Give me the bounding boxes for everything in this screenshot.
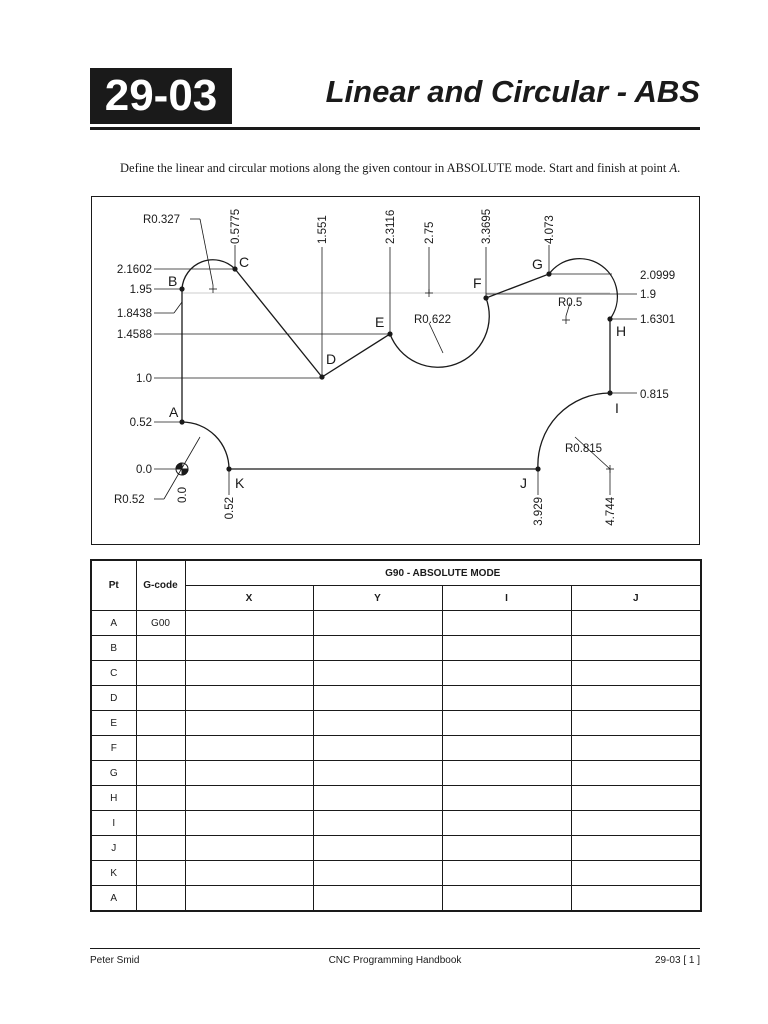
point-labels: [168, 254, 626, 491]
cell-pt: I: [91, 811, 136, 836]
arc-centers: [209, 285, 614, 473]
point-label-f: F: [473, 275, 482, 291]
header-j: J: [571, 586, 701, 611]
table-row: [91, 811, 701, 836]
cell-x[interactable]: [185, 761, 313, 786]
radius-r0.5: R0.5: [558, 297, 583, 309]
point-label-b: B: [168, 273, 178, 289]
dim-x-0.5775: 0.5775: [230, 208, 242, 244]
cell-pt: E: [91, 711, 136, 736]
header-gcode: G-code: [136, 560, 185, 611]
dim-x-2.3116: 2.3116: [385, 209, 397, 244]
cell-pt: A: [91, 886, 136, 912]
table-row: [91, 861, 701, 886]
cell-y[interactable]: [313, 736, 442, 761]
dim-y-0.0: 0.0: [136, 464, 152, 476]
cell-y[interactable]: [313, 861, 442, 886]
cell-y[interactable]: [313, 661, 442, 686]
page-title: Linear and Circular - ABS: [325, 74, 700, 109]
cell-gcode[interactable]: [136, 711, 185, 736]
cell-x[interactable]: [185, 861, 313, 886]
cell-x[interactable]: [185, 786, 313, 811]
cell-gcode[interactable]: [136, 636, 185, 661]
cell-y[interactable]: [313, 811, 442, 836]
cell-pt: F: [91, 736, 136, 761]
dim-x-4.073: 4.073: [544, 215, 556, 244]
point-label-g: G: [532, 256, 543, 272]
cell-i[interactable]: [442, 711, 571, 736]
cell-y[interactable]: [313, 836, 442, 861]
dim-x-0.52: 0.52: [224, 497, 236, 520]
cell-gcode[interactable]: G00: [136, 611, 185, 636]
dim-y-0.815: 0.815: [640, 389, 669, 401]
table-row: [91, 886, 701, 912]
cell-gcode[interactable]: [136, 836, 185, 861]
cell-x[interactable]: [185, 711, 313, 736]
dim-x-3.929: 3.929: [533, 497, 545, 526]
table-row: [91, 836, 701, 861]
dim-x-1.551: 1.551: [317, 215, 329, 244]
table-row: [91, 661, 701, 686]
dim-x-0.0: 0.0: [177, 487, 189, 503]
radius-r0.52: R0.52: [114, 494, 145, 506]
cell-x[interactable]: [185, 611, 313, 636]
cell-gcode[interactable]: [136, 811, 185, 836]
cell-i[interactable]: [442, 861, 571, 886]
cell-i[interactable]: [442, 611, 571, 636]
cell-j[interactable]: [571, 836, 701, 861]
footer-author: Peter Smid: [90, 955, 140, 966]
cell-i[interactable]: [442, 686, 571, 711]
program-table: [90, 559, 702, 912]
exercise-number-badge: 29-03: [90, 68, 232, 124]
radius-r0.622: R0.622: [414, 314, 452, 326]
radius-labels: [114, 214, 602, 506]
dim-y-2.0999: 2.0999: [640, 270, 676, 282]
header-y: Y: [313, 586, 442, 611]
point-label-j: J: [520, 475, 527, 491]
point-label-e: E: [375, 314, 385, 330]
dim-y-1.9: 1.9: [640, 289, 656, 301]
cell-i[interactable]: [442, 761, 571, 786]
cell-j[interactable]: [571, 886, 701, 912]
cell-x[interactable]: [185, 836, 313, 861]
cell-j[interactable]: [571, 611, 701, 636]
cell-y[interactable]: [313, 711, 442, 736]
cell-pt: H: [91, 786, 136, 811]
point-label-k: K: [235, 475, 245, 491]
cell-j[interactable]: [571, 661, 701, 686]
cell-y[interactable]: [313, 786, 442, 811]
cell-pt: G: [91, 761, 136, 786]
radius-r0.815: R0.815: [565, 443, 603, 455]
point-label-d: D: [326, 351, 337, 367]
footer-book-title: CNC Programming Handbook: [328, 955, 462, 966]
table-row: [91, 711, 701, 736]
cell-gcode[interactable]: [136, 886, 185, 912]
program-table-wrap: [90, 559, 702, 912]
cell-j[interactable]: [571, 811, 701, 836]
instructions: [120, 161, 710, 176]
cell-pt: D: [91, 686, 136, 711]
cell-x[interactable]: [185, 686, 313, 711]
dim-y-1.0: 1.0: [136, 373, 152, 385]
header-x: X: [185, 586, 313, 611]
cell-pt: B: [91, 636, 136, 661]
dim-y-1.8438: 1.8438: [116, 308, 152, 320]
left-dimension-labels: [117, 264, 152, 476]
table-row: [91, 786, 701, 811]
right-dimension-labels: [640, 270, 675, 401]
dim-x-2.75: 2.75: [424, 221, 436, 244]
cell-y[interactable]: [313, 761, 442, 786]
header-pt: Pt: [91, 560, 136, 611]
table-row: [91, 686, 701, 711]
contour-path: [182, 259, 617, 469]
cell-i[interactable]: [442, 811, 571, 836]
cell-pt: C: [91, 661, 136, 686]
cell-i[interactable]: [442, 736, 571, 761]
dim-y-2.1602: 2.1602: [116, 264, 152, 276]
header-absolute-mode: G90 - ABSOLUTE MODE: [185, 560, 701, 586]
cell-i[interactable]: [442, 661, 571, 686]
cell-x[interactable]: [185, 661, 313, 686]
cell-j[interactable]: [571, 736, 701, 761]
vertex-dots: [179, 266, 612, 471]
dim-y-1.6301: 1.6301: [640, 314, 676, 326]
contour-drawing: [91, 196, 700, 545]
cell-i[interactable]: [442, 636, 571, 661]
cell-pt: A: [91, 611, 136, 636]
title-rule: [90, 127, 700, 130]
table-row: [91, 736, 701, 761]
top-dimension-labels: [230, 209, 556, 244]
cell-gcode[interactable]: [136, 761, 185, 786]
cell-j[interactable]: [571, 711, 701, 736]
table-body: [91, 611, 701, 912]
dim-y-0.52: 0.52: [129, 417, 152, 429]
footer-page-number: 29-03 [ 1 ]: [654, 955, 700, 966]
point-label-a: A: [169, 404, 179, 420]
instructions-text: Define the linear and circular motions along the given contour in ABSOLUTE mode. Start and finish at point: [120, 161, 670, 175]
cell-i[interactable]: [442, 886, 571, 912]
instructions-point: A: [669, 161, 678, 175]
cell-x[interactable]: [185, 636, 313, 661]
dim-y-1.95: 1.95: [129, 284, 152, 296]
dim-x-3.3695: 3.3695: [481, 208, 493, 244]
point-label-c: C: [239, 254, 250, 270]
cell-gcode[interactable]: [136, 686, 185, 711]
table-row: [91, 761, 701, 786]
radius-r0.327: R0.327: [143, 214, 181, 226]
cell-y[interactable]: [313, 886, 442, 912]
point-label-h: H: [616, 323, 627, 339]
cell-j[interactable]: [571, 636, 701, 661]
page-footer: [90, 948, 700, 966]
contour-svg: [92, 197, 701, 546]
cell-gcode[interactable]: [136, 661, 185, 686]
table-row: [91, 636, 701, 661]
cell-j[interactable]: [571, 761, 701, 786]
cell-pt: K: [91, 861, 136, 886]
cell-x[interactable]: [185, 811, 313, 836]
cell-x[interactable]: [185, 736, 313, 761]
cell-y[interactable]: [313, 686, 442, 711]
cell-y[interactable]: [313, 611, 442, 636]
cell-gcode[interactable]: [136, 736, 185, 761]
cell-x[interactable]: [185, 886, 313, 912]
cell-i[interactable]: [442, 836, 571, 861]
cell-j[interactable]: [571, 861, 701, 886]
cell-i[interactable]: [442, 786, 571, 811]
table-row: [91, 611, 701, 636]
point-label-i: I: [615, 400, 619, 416]
cell-pt: J: [91, 836, 136, 861]
bottom-dimension-labels: [177, 487, 617, 526]
header-i: I: [442, 586, 571, 611]
cell-y[interactable]: [313, 636, 442, 661]
cell-j[interactable]: [571, 686, 701, 711]
cell-gcode[interactable]: [136, 861, 185, 886]
cell-gcode[interactable]: [136, 786, 185, 811]
dim-y-1.4588: 1.4588: [116, 329, 152, 341]
cell-j[interactable]: [571, 786, 701, 811]
instructions-end: .: [677, 161, 681, 175]
dim-x-4.744: 4.744: [605, 497, 617, 526]
